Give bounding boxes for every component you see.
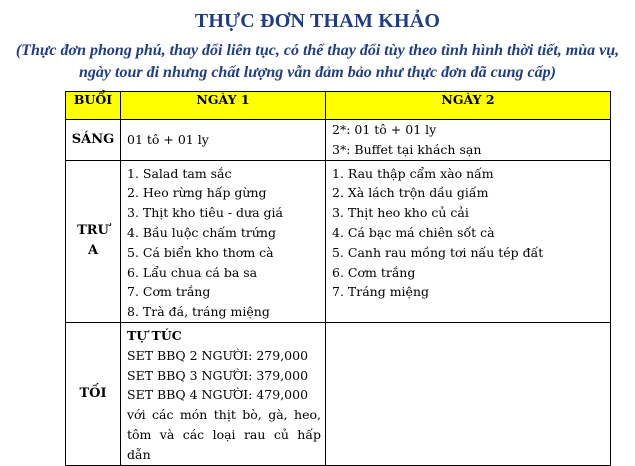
list-item: 6. Cơm trắng [332,264,416,280]
menu-title: THỰC ĐƠN THAM KHẢO [194,10,441,32]
table-row-sang [66,120,611,161]
label-sang: SÁNG [66,120,121,161]
list-item: SET BBQ 4 NGƯỜI: 479,000 [127,387,309,403]
list-item: SET BBQ 3 NGƯỜI: 379,000 [127,367,309,383]
label-trua-line2: A [87,243,99,259]
menu-table [65,91,611,466]
toi-heading: TỰ TÚC [127,327,182,343]
list-item: 4. Cá bạc má chiên sốt cà [332,224,495,240]
header-ngay2: NGÀY 2 [326,92,611,120]
list-item: 1. Salad tam sắc [127,165,232,181]
table-row-trua [66,160,611,322]
list-item: 7. Cơm trắng [127,284,211,300]
list-item: 6. Lẩu chua cá ba sa [127,264,258,280]
sang-ngay2 [326,120,611,161]
label-toi: TỐI [66,322,121,465]
list-item: 2*: 01 tô + 01 ly [332,122,437,137]
header-ngay1: NGÀY 1 [121,92,326,120]
list-item: 2. Heo rừng hấp gừng [127,185,267,201]
list-item: 7. Tráng miệng [332,284,429,300]
list-item: 5. Cá biển kho thơm cà [127,244,274,260]
list-item: 4. Bầu luộc chấm trứng [127,224,276,240]
list-item: SET BBQ 2 NGƯỜI: 279,000 [127,347,309,363]
toi-ngay2 [326,322,611,465]
trua-ngay1 [121,160,326,322]
list-item: 5. Canh rau mồng tơi nấu tép đất [332,244,544,260]
list-item: 8. Trà đá, tráng miệng [127,304,270,320]
list-item: 3. Thịt kho tiêu - dưa giá [127,205,283,221]
list-item: 2. Xà lách trộn dầu giấm [332,185,489,201]
menu-subtitle: (Thực đơn phong phú, thay đổi liên tục, có thể thay đổi tùy theo tình hình thời tiết, mùa vụ, ngày tour đi nhưng chất lượng vẫn đảm bảo như thực đơn đã cung cấp) [15,42,620,81]
list-item: 3*: Buffet tại khách sạn [332,141,482,157]
label-trua-line1: TRƯ [77,223,109,239]
list-item: 1. Rau thập cẩm xào nấm [332,165,494,181]
list-item: 01 tô + 01 ly [127,131,209,147]
toi-ngay1 [121,322,326,465]
list-item: 3. Thịt heo kho củ cải [332,205,469,221]
toi-note: với các món thịt bò, gà, heo, tôm và các loại rau củ hấp dẫn [127,407,321,462]
header-buoi: BUỔI [66,92,121,120]
sang-ngay1 [121,120,326,161]
label-trua [66,160,121,322]
table-header-row [66,92,611,120]
table-row-toi [66,322,611,465]
trua-ngay2 [326,160,611,322]
